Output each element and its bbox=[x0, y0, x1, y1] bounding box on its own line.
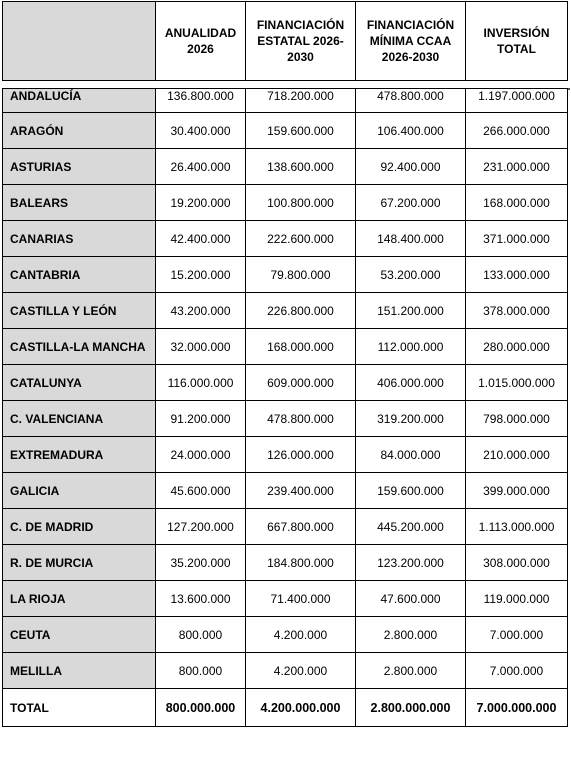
table-row bbox=[3, 89, 568, 113]
total-cell: 399.000.000 bbox=[466, 473, 568, 509]
ccaa-cell: 67.200.000 bbox=[356, 185, 466, 221]
total-cell: 371.000.000 bbox=[466, 221, 568, 257]
estatal-cell: 4.200.000 bbox=[246, 617, 356, 653]
estatal-cell: 239.400.000 bbox=[246, 473, 356, 509]
estatal-cell: 100.800.000 bbox=[246, 185, 356, 221]
anualidad-cell: 13.600.000 bbox=[156, 581, 246, 617]
total-cell: 7.000.000.000 bbox=[466, 689, 568, 727]
table-row bbox=[3, 185, 568, 221]
ccaa-cell: 148.400.000 bbox=[356, 221, 466, 257]
anualidad-cell: 42.400.000 bbox=[156, 221, 246, 257]
table-row bbox=[3, 617, 568, 653]
estatal-cell: 4.200.000.000 bbox=[246, 689, 356, 727]
total-cell: 133.000.000 bbox=[466, 257, 568, 293]
ccaa-cell: 123.200.000 bbox=[356, 545, 466, 581]
estatal-cell: 168.000.000 bbox=[246, 329, 356, 365]
region-name: C. VALENCIANA bbox=[3, 401, 156, 437]
table-row bbox=[3, 509, 568, 545]
table-row bbox=[3, 149, 568, 185]
anualidad-cell: 800.000.000 bbox=[156, 689, 246, 727]
estatal-cell: 222.600.000 bbox=[246, 221, 356, 257]
estatal-cell: 126.000.000 bbox=[246, 437, 356, 473]
anualidad-cell: 19.200.000 bbox=[156, 185, 246, 221]
header-financiacion-estatal: FINANCIACIÓN ESTATAL 2026-2030 bbox=[246, 2, 356, 81]
region-name: LA RIOJA bbox=[3, 581, 156, 617]
anualidad-cell: 24.000.000 bbox=[156, 437, 246, 473]
data-table bbox=[2, 88, 568, 727]
ccaa-cell: 319.200.000 bbox=[356, 401, 466, 437]
table-row bbox=[3, 437, 568, 473]
ccaa-cell: 2.800.000.000 bbox=[356, 689, 466, 727]
header-inversion-total: INVERSIÓN TOTAL bbox=[466, 2, 568, 81]
anualidad-cell: 35.200.000 bbox=[156, 545, 246, 581]
table-row bbox=[3, 545, 568, 581]
anualidad-cell: 30.400.000 bbox=[156, 113, 246, 149]
region-name: CANARIAS bbox=[3, 221, 156, 257]
ccaa-cell: 406.000.000 bbox=[356, 365, 466, 401]
estatal-cell: 79.800.000 bbox=[246, 257, 356, 293]
region-name: C. DE MADRID bbox=[3, 509, 156, 545]
estatal-cell: 226.800.000 bbox=[246, 293, 356, 329]
table-row bbox=[3, 329, 568, 365]
estatal-cell: 4.200.000 bbox=[246, 653, 356, 689]
table-row bbox=[3, 113, 568, 149]
estatal-cell: 138.600.000 bbox=[246, 149, 356, 185]
table-row bbox=[3, 473, 568, 509]
ccaa-cell: 84.000.000 bbox=[356, 437, 466, 473]
total-cell: 119.000.000 bbox=[466, 581, 568, 617]
page-mark bbox=[568, 88, 570, 90]
total-cell: 378.000.000 bbox=[466, 293, 568, 329]
estatal-cell: 718.200.000 bbox=[246, 89, 356, 113]
region-name: CASTILLA-LA MANCHA bbox=[3, 329, 156, 365]
ccaa-cell: 2.800.000 bbox=[356, 653, 466, 689]
anualidad-cell: 91.200.000 bbox=[156, 401, 246, 437]
region-name: CASTILLA Y LEÓN bbox=[3, 293, 156, 329]
anualidad-cell: 43.200.000 bbox=[156, 293, 246, 329]
table-row bbox=[3, 401, 568, 437]
total-cell: 7.000.000 bbox=[466, 617, 568, 653]
total-cell: 210.000.000 bbox=[466, 437, 568, 473]
ccaa-cell: 445.200.000 bbox=[356, 509, 466, 545]
region-name: GALICIA bbox=[3, 473, 156, 509]
region-name: R. DE MURCIA bbox=[3, 545, 156, 581]
anualidad-cell: 116.000.000 bbox=[156, 365, 246, 401]
estatal-cell: 184.800.000 bbox=[246, 545, 356, 581]
region-name: EXTREMADURA bbox=[3, 437, 156, 473]
total-row bbox=[3, 689, 568, 727]
anualidad-cell: 15.200.000 bbox=[156, 257, 246, 293]
total-cell: 1.197.000.000 bbox=[466, 89, 568, 113]
total-cell: 1.015.000.000 bbox=[466, 365, 568, 401]
ccaa-cell: 151.200.000 bbox=[356, 293, 466, 329]
table-row bbox=[3, 221, 568, 257]
table-row bbox=[3, 257, 568, 293]
estatal-cell: 667.800.000 bbox=[246, 509, 356, 545]
region-name: ANDALUCÍA bbox=[3, 89, 156, 113]
ccaa-cell: 92.400.000 bbox=[356, 149, 466, 185]
region-name: CEUTA bbox=[3, 617, 156, 653]
ccaa-cell: 47.600.000 bbox=[356, 581, 466, 617]
header-table bbox=[2, 1, 568, 81]
header-row bbox=[3, 2, 568, 81]
region-name: MELILLA bbox=[3, 653, 156, 689]
total-cell: 798.000.000 bbox=[466, 401, 568, 437]
estatal-cell: 71.400.000 bbox=[246, 581, 356, 617]
region-name: BALEARS bbox=[3, 185, 156, 221]
total-cell: 308.000.000 bbox=[466, 545, 568, 581]
anualidad-cell: 32.000.000 bbox=[156, 329, 246, 365]
estatal-cell: 478.800.000 bbox=[246, 401, 356, 437]
total-cell: 231.000.000 bbox=[466, 149, 568, 185]
region-name: CANTABRIA bbox=[3, 257, 156, 293]
region-name: ASTURIAS bbox=[3, 149, 156, 185]
total-cell: 7.000.000 bbox=[466, 653, 568, 689]
total-cell: 280.000.000 bbox=[466, 329, 568, 365]
ccaa-cell: 159.600.000 bbox=[356, 473, 466, 509]
header-anualidad: ANUALIDAD 2026 bbox=[156, 2, 246, 81]
region-name: ARAGÓN bbox=[3, 113, 156, 149]
table-row bbox=[3, 365, 568, 401]
header-financiacion-ccaa: FINANCIACIÓN MÍNIMA CCAA 2026-2030 bbox=[356, 2, 466, 81]
total-cell: 266.000.000 bbox=[466, 113, 568, 149]
estatal-cell: 609.000.000 bbox=[246, 365, 356, 401]
table-row bbox=[3, 581, 568, 617]
table-row bbox=[3, 653, 568, 689]
region-name: TOTAL bbox=[3, 689, 156, 727]
anualidad-cell: 800.000 bbox=[156, 653, 246, 689]
table-body bbox=[3, 89, 568, 727]
table-row bbox=[3, 293, 568, 329]
total-cell: 1.113.000.000 bbox=[466, 509, 568, 545]
ccaa-cell: 106.400.000 bbox=[356, 113, 466, 149]
ccaa-cell: 478.800.000 bbox=[356, 89, 466, 113]
estatal-cell: 159.600.000 bbox=[246, 113, 356, 149]
ccaa-cell: 53.200.000 bbox=[356, 257, 466, 293]
header-corner-cell bbox=[3, 2, 156, 81]
anualidad-cell: 800.000 bbox=[156, 617, 246, 653]
anualidad-cell: 127.200.000 bbox=[156, 509, 246, 545]
ccaa-cell: 112.000.000 bbox=[356, 329, 466, 365]
region-name: CATALUNYA bbox=[3, 365, 156, 401]
anualidad-cell: 45.600.000 bbox=[156, 473, 246, 509]
anualidad-cell: 136.800.000 bbox=[156, 89, 246, 113]
anualidad-cell: 26.400.000 bbox=[156, 149, 246, 185]
ccaa-cell: 2.800.000 bbox=[356, 617, 466, 653]
total-cell: 168.000.000 bbox=[466, 185, 568, 221]
